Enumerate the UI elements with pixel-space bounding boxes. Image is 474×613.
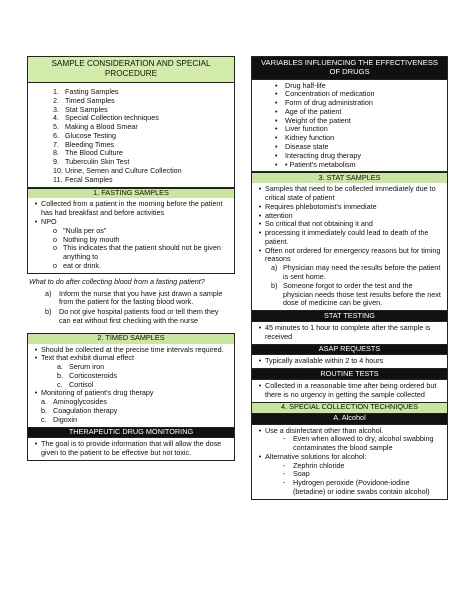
- toc-item: 3. Stat Samples: [53, 104, 108, 114]
- fasting-samples-header: 1. FASTING SAMPLES: [27, 188, 235, 199]
- list-item: • Use a disinfectant other than alcohol.: [258, 425, 384, 435]
- routine-tests-body: [251, 380, 448, 403]
- list-item: • Should be collected at the precise time intervals required.: [34, 344, 224, 354]
- alcohol-body: [251, 425, 448, 500]
- list-item: • Collected from a patient in the morning before the patient has had breakfast and before activities: [34, 199, 223, 218]
- fasting-samples-body: [27, 198, 235, 273]
- list-item: • Interacting drug therapy: [275, 150, 361, 160]
- list-item: • 45 minutes to 1 hour to complete after the sample is received: [258, 323, 431, 341]
- main-title: SAMPLE CONSIDERATION AND SPECIAL PROCEDURE: [27, 56, 235, 83]
- fasting-question: What to do after collecting blood from a fasting patient?: [29, 276, 205, 286]
- timed-samples-body: [27, 344, 235, 427]
- timed-samples-header: 2. TIMED SAMPLES: [27, 333, 235, 344]
- list-item: b. Corticosteroids: [57, 370, 117, 380]
- stat-samples-body: [251, 183, 448, 311]
- list-item: • Drug half-life: [275, 80, 326, 90]
- alcohol-header: A. Alcohol: [251, 413, 448, 425]
- fasting-answers: [27, 290, 235, 333]
- stat-testing-header: STAT TESTING: [251, 311, 448, 322]
- list-item: a. Aminoglycosides: [41, 397, 107, 407]
- list-item: • Age of the patient: [275, 106, 342, 116]
- special-collection-header: 4. SPECIAL COLLECTION TECHNIQUES: [251, 403, 448, 413]
- list-item: • processing it immediately could lead to death of the patient.: [258, 228, 429, 246]
- toc-item: 5. Making a Blood Smear: [53, 122, 138, 132]
- toc-item: 2. Timed Samples: [53, 95, 115, 105]
- list-item: • attention: [258, 210, 293, 220]
- asap-requests-body: [251, 355, 448, 369]
- list-item: o eat or drink.: [53, 260, 101, 270]
- list-item: b) Do not give hospital patients food or tell them they can eat without first checking with the nurse: [45, 307, 219, 325]
- toc-list: [32, 88, 230, 185]
- stat-testing-body: [251, 322, 448, 345]
- list-item: c. Cortisol: [57, 379, 94, 389]
- list-item: • Alternative solutions for alcohol:: [258, 451, 367, 461]
- list-item: o Nothing by mouth: [53, 234, 120, 244]
- variables-header: VARIABLES INFLUENCING THE EFFECTIVENESS OF DRUGS: [251, 56, 448, 80]
- list-item: b. Coagulation therapy: [41, 406, 118, 415]
- toc-item: 11. Fecal Samples: [53, 174, 113, 184]
- toc-item: 9. Tuberculin Skin Test: [53, 157, 130, 167]
- list-item: - Even when allowed to dry, alcohol swabbing contaminates the blood sample: [283, 434, 434, 453]
- list-item: • Form of drug administration: [275, 98, 373, 108]
- list-item: c. Digoxin: [41, 414, 77, 424]
- toc-item: 8. The Blood Culture: [53, 148, 123, 158]
- list-item: • Weight of the patient: [275, 115, 351, 125]
- list-item: b) Someone forgot to order the test and the physician needs those test results before the next dose of medicine can be given.: [271, 280, 441, 308]
- list-item: a) Physician may need the results before the patient is sent home.: [271, 263, 441, 282]
- list-item: - Soap: [283, 469, 310, 479]
- toc-item: 4. Special Collection techniques: [53, 113, 159, 123]
- list-item: • Text that exhibit diurnal effect: [34, 353, 134, 363]
- list-item: • Monitoring of patient's drug therapy: [34, 388, 154, 398]
- list-item: • Requires phlebotomist's immediate: [258, 201, 377, 211]
- stat-samples-header: 3. STAT SAMPLES: [251, 172, 448, 183]
- list-item: • Samples that need to be collected immediately due to critical state of patient: [258, 184, 436, 202]
- list-item: • Collected in a reasonable time after being ordered but there is no urgency in getting the sample collected: [258, 381, 437, 399]
- toc-box: [27, 83, 235, 188]
- list-item: a) Inform the nurse that you have just drawn a sample from the patient for the fasting blood work.: [45, 288, 223, 307]
- list-item: • Kidney function: [275, 133, 335, 143]
- routine-tests-header: ROUTINE TESTS: [251, 369, 448, 380]
- list-item: • So critical that not obtaining it and: [258, 219, 373, 229]
- list-item: • Disease state: [275, 141, 329, 151]
- list-item: • • Patient's metabolism: [275, 159, 356, 169]
- list-item: • NPO: [34, 217, 57, 227]
- right-column: [251, 56, 448, 500]
- toc-item: 6. Glucose Testing: [53, 130, 117, 140]
- toc-item: 1. Fasting Samples: [53, 87, 119, 96]
- tdm-body: [27, 438, 235, 461]
- list-item: o "Nulla per os": [53, 225, 107, 235]
- list-item: • Typically available within 2 to 4 hours: [258, 356, 384, 366]
- list-item: • Concentration of medication: [275, 89, 375, 99]
- asap-requests-header: ASAP REQUESTS: [251, 345, 448, 356]
- list-item: • The goal is to provide information that will allow the dose given to the patient to be effective but not toxic.: [34, 439, 222, 458]
- variables-body: [251, 80, 448, 173]
- toc-item: 10. Urine, Semen and Culture Collection: [53, 166, 182, 176]
- list-item: • Liver function: [275, 124, 328, 134]
- list-item: a. Serum iron: [57, 362, 105, 372]
- list-item: • Often not ordered for emergency reasons but for timing reasons: [258, 245, 441, 264]
- left-column: [27, 56, 235, 461]
- toc-item: 7. Bleeding Times: [53, 139, 115, 149]
- list-item: - Zephrin chloride: [283, 460, 345, 470]
- tdm-header: THERAPEUTIC DRUG MONITORING: [27, 427, 235, 439]
- list-item: o This indicates that the patient should not be given anything to: [53, 243, 221, 262]
- list-item: - Hydrogen peroxide (Povidone-iodine (betadine) or iodine swabs contain alcohol): [283, 478, 430, 496]
